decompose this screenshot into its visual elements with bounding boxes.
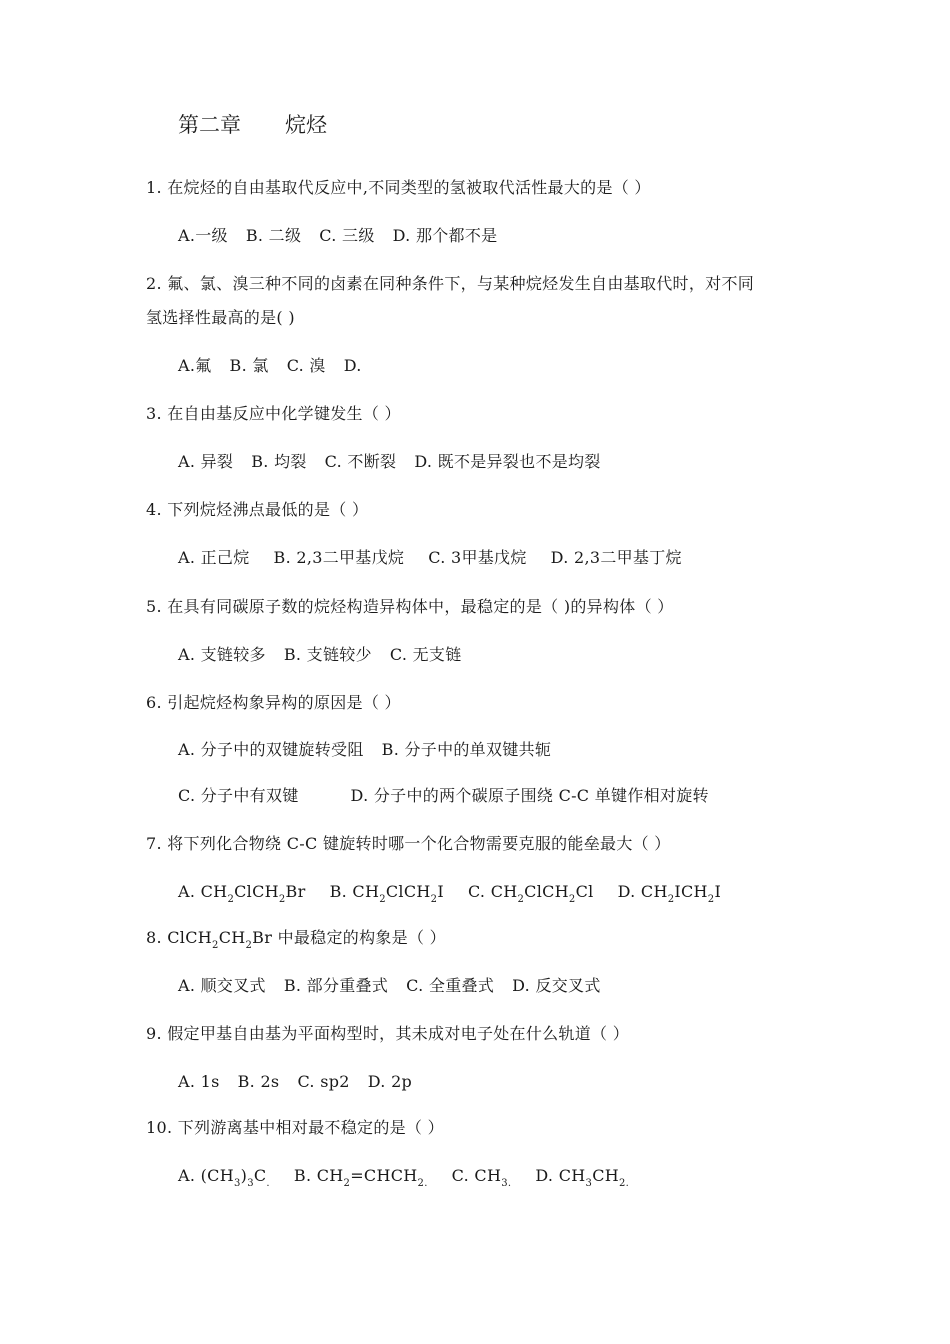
- option-b: B. $CH_2=CHCH_{2.}$: [293, 1166, 428, 1189]
- option-a: A.一级: [178, 226, 228, 245]
- question-8-stem: 8. $ClCH_2CH_2Br$ 中最稳定的构象是（ ）: [146, 928, 446, 951]
- chapter-number: 第二章: [178, 113, 241, 137]
- question-3-stem: 3. 在自由基反应中化学键发生（ ）: [146, 404, 401, 423]
- option-b: B. 2,3二甲基戊烷: [273, 548, 405, 567]
- option-c: C. 溴: [286, 356, 326, 375]
- question-2-stem-line-1: 2. 氟、氯、溴三种不同的卤素在同种条件下，与某种烷烃发生自由基取代时，对不同: [146, 274, 755, 293]
- question-5-options: [178, 645, 462, 665]
- option-a: A. 异裂: [178, 452, 234, 471]
- option-b: B. 2s: [237, 1072, 280, 1091]
- question-6-options-row-1: [178, 740, 551, 760]
- option-d: D. 那个都不是: [392, 226, 498, 245]
- question-10-options: [178, 1166, 630, 1189]
- option-b: B. 氯: [229, 356, 269, 375]
- option-d: D. 2,3二甲基丁烷: [550, 548, 682, 567]
- option-c: C. 不断裂: [324, 452, 397, 471]
- option-c: C. $CH_2ClCH_2Cl$: [467, 882, 594, 905]
- question-7-stem: 7. 将下列化合物绕 C-C 键旋转时哪一个化合物需要克服的能垒最大（ ）: [146, 834, 671, 853]
- question-7-options: [178, 882, 722, 905]
- option-c: C. 全重叠式: [406, 976, 495, 995]
- question-6-options-row-2: [178, 786, 709, 806]
- option-b: B. $CH_2ClCH_2I$: [329, 882, 444, 905]
- question-10-stem: 10. 下列游离基中相对最不稳定的是（ ）: [146, 1118, 444, 1137]
- question-9-options: [178, 1072, 412, 1092]
- question-1-options: [178, 226, 497, 246]
- question-6-stem: 6. 引起烷烃构象异构的原因是（ ）: [146, 693, 401, 712]
- option-a: A. 分子中的双键旋转受阻: [178, 740, 364, 759]
- option-c: C. 三级: [319, 226, 375, 245]
- option-d: D. $CH_3CH_{2.}$: [535, 1166, 630, 1189]
- option-c: C. 无支链: [389, 645, 462, 664]
- option-a: A. $CH_2ClCH_2Br$: [178, 882, 306, 905]
- option-c: C. 3甲基戊烷: [428, 548, 527, 567]
- option-d: D. 反交叉式: [512, 976, 601, 995]
- question-9-stem: 9. 假定甲基自由基为平面构型时，其未成对电子处在什么轨道（ ）: [146, 1024, 630, 1043]
- option-b: B. 分子中的单双键共轭: [381, 740, 552, 759]
- option-b: B. 二级: [245, 226, 302, 245]
- option-a: A. $(CH_3)_3C_.$: [178, 1166, 270, 1189]
- question-5-stem: 5. 在具有同碳原子数的烷烃构造异构体中，最稳定的是（ )的异构体（ ）: [146, 597, 674, 616]
- chapter-topic: 烷烃: [285, 113, 327, 137]
- question-2-stem-line-2: 氢选择性最高的是( ): [146, 308, 295, 327]
- option-b: B. 均裂: [251, 452, 307, 471]
- option-b: B. 支链较少: [283, 645, 372, 664]
- option-d: D. 既不是异裂也不是均裂: [414, 452, 601, 471]
- question-1-stem: 1. 在烷烃的自由基取代反应中,不同类型的氢被取代活性最大的是（ ）: [146, 178, 651, 197]
- option-c: C. 分子中有双键: [178, 786, 299, 805]
- option-d: D. 分子中的两个碳原子围绕 C-C 单键作相对旋转: [350, 786, 709, 805]
- option-a: A.氟: [178, 356, 212, 375]
- option-a: A. 支链较多: [178, 645, 266, 664]
- question-2-options: [178, 356, 362, 376]
- question-4-stem: 4. 下列烷烃沸点最低的是（ ）: [146, 500, 369, 519]
- question-4-options: [178, 548, 682, 568]
- option-d: D. 2p: [367, 1072, 413, 1091]
- option-d: D. $CH_2ICH_2I$: [617, 882, 722, 905]
- chapter-title: [178, 112, 327, 138]
- option-c: C. sp2: [297, 1072, 350, 1091]
- option-d: D.: [343, 356, 362, 375]
- option-b: B. 部分重叠式: [283, 976, 389, 995]
- option-a: A. 正己烷: [178, 548, 250, 567]
- option-a: A. 1s: [178, 1072, 220, 1091]
- question-8-options: [178, 976, 601, 996]
- option-c: C. $CH_{3.}$: [451, 1166, 512, 1189]
- question-3-options: [178, 452, 601, 472]
- option-a: A. 顺交叉式: [178, 976, 266, 995]
